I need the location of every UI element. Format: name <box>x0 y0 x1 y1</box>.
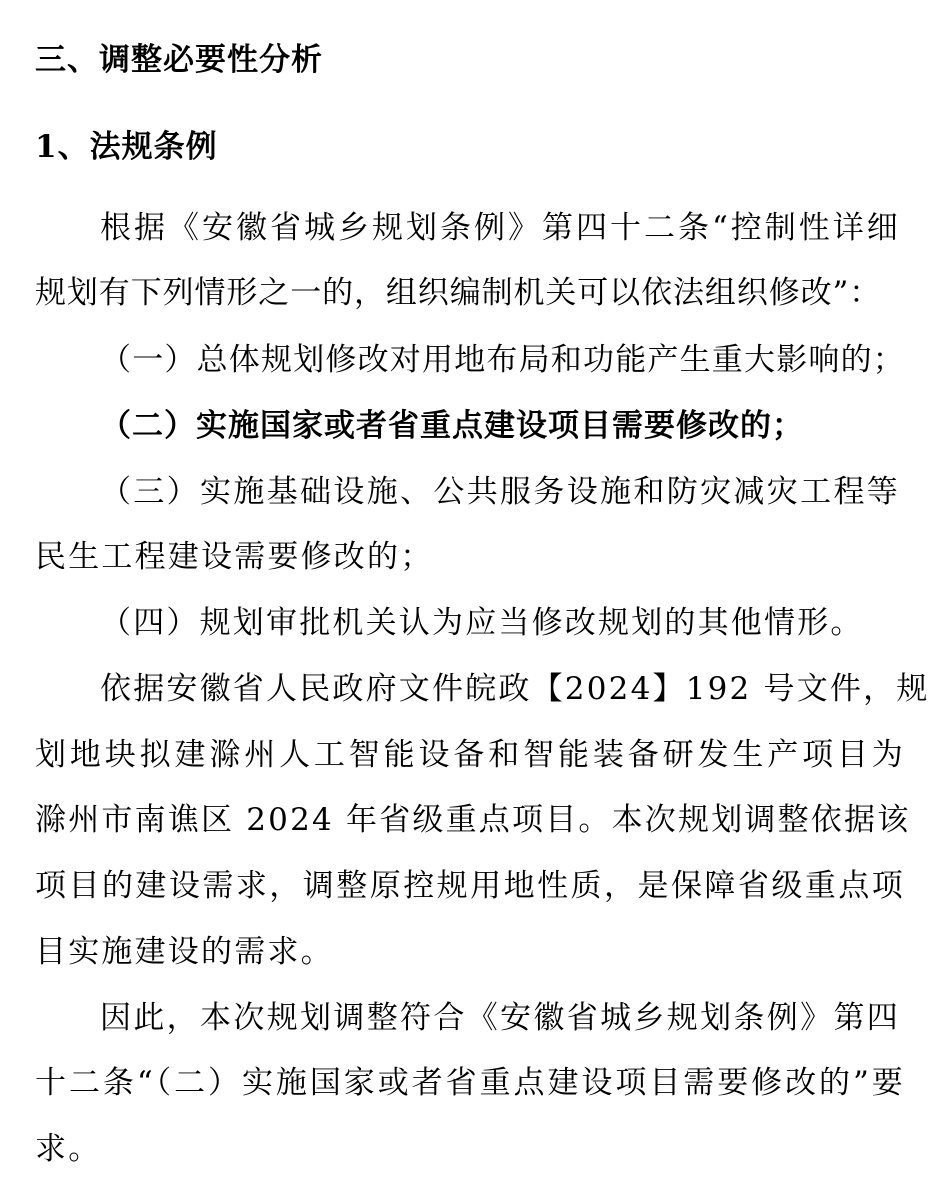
section-subtitle: 1、法规条例 <box>35 129 218 165</box>
paragraph-line: 目实施建设的需求。 <box>35 934 334 970</box>
list-item-3-continued: 民生工程建设需要修改的； <box>35 539 434 575</box>
paragraph-line: 求。 <box>35 1131 102 1167</box>
section-title: 三、调整必要性分析 <box>35 42 323 78</box>
list-item-2: （二）实施国家或者省重点建设项目需要修改的； <box>100 408 804 444</box>
list-item-1: （一）总体规划修改对用地布局和功能产生重大影响的； <box>100 342 905 378</box>
paragraph-line: 十二条“（二）实施国家或者省重点建设项目需要修改的”要 <box>35 1065 905 1101</box>
paragraph-line: 滁州市南谯区 2024 年省级重点项目。本次规划调整依据该 <box>35 802 911 838</box>
paragraph-line: 规划有下列情形之一的，组织编制机关可以依法组织修改”： <box>35 275 882 311</box>
paragraph-line: 依据安徽省人民政府文件皖政【2024】192 号文件，规 <box>100 671 930 707</box>
list-item-3: （三）实施基础设施、公共服务设施和防灾减灾工程等 <box>100 474 900 510</box>
paragraph-line: 根据《安徽省城乡规划条例》第四十二条“控制性详细 <box>100 210 900 246</box>
paragraph-line: 因此，本次规划调整符合《安徽省城乡规划条例》第四 <box>100 1000 900 1036</box>
list-item-4: （四）规划审批机关认为应当修改规划的其他情形。 <box>100 605 864 641</box>
paragraph-line: 项目的建设需求，调整原控规用地性质，是保障省级重点项 <box>35 868 905 904</box>
paragraph-line: 划地块拟建滁州人工智能设备和智能装备研发生产项目为 <box>35 737 905 773</box>
